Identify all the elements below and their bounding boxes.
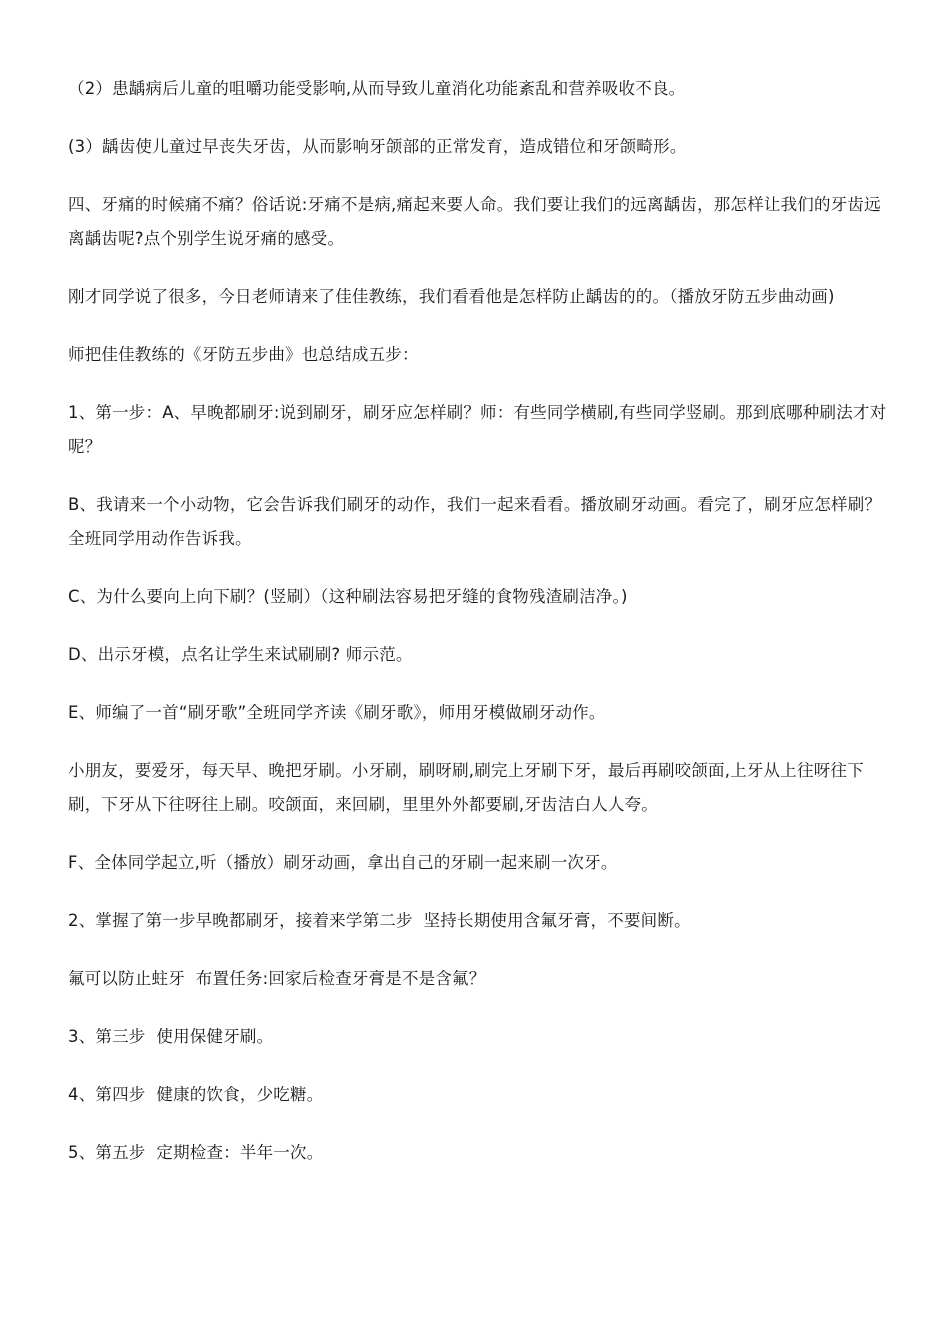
paragraph-caries-tooth-loss: (3）龋齿使儿童过早丧失牙齿，从而影响牙颌部的正常发育，造成错位和牙颌畸形。 <box>68 137 687 156</box>
paragraph-step-three: 3、第三步 使用保健牙刷。 <box>68 1027 274 1046</box>
paragraph-five-steps-summary: 师把佳佳教练的《牙防五步曲》也总结成五步： <box>68 345 419 364</box>
document-page <box>68 72 888 1194</box>
paragraph-step-one-b: B、我请来一个小动物，它会告诉我们刷牙的动作，我们一起来看看。播放刷牙动画。看完了，刷牙应怎样刷？全班同学用动作告诉我。 <box>68 495 882 548</box>
paragraph-caries-chewing: （2）患龋病后儿童的咀嚼功能受影响,从而导致儿童消化功能紊乱和营养吸收不良。 <box>68 79 686 98</box>
paragraph-fluoride-task: 氟可以防止蛀牙 布置任务:回家后检查牙膏是不是含氟？ <box>68 969 486 988</box>
paragraph-step-one-e: E、师编了一首“刷牙歌”全班同学齐读《刷牙歌》，师用牙模做刷牙动作。 <box>68 703 606 722</box>
paragraph-step-one-d: D、出示牙模，点名让学生来试刷刷? 师示范。 <box>68 645 413 664</box>
paragraph-step-one-c: C、为什么要向上向下刷？(竖刷）（这种刷法容易把牙缝的食物残渣刷洁净。) <box>68 587 628 606</box>
paragraph-step-one-a: 1、第一步：A、早晚都刷牙:说到刷牙，刷牙应怎样刷？师：有些同学横刷,有些同学竖刷。那到底哪种刷法才对呢？ <box>68 403 887 456</box>
paragraph-step-five: 5、第五步 定期检查：半年一次。 <box>68 1143 324 1162</box>
paragraph-brushing-song: 小朋友，要爱牙，每天早、晚把牙刷。小牙刷，刷呀刷,刷完上牙刷下牙，最后再刷咬颌面,上牙从上往呀往下刷，下牙从下往呀往上刷。咬颌面，来回刷，里里外外都要刷,牙齿洁白人人夸。 <box>68 761 864 814</box>
paragraph-step-one-f: F、全体同学起立,听（播放）刷牙动画，拿出自己的牙刷一起来刷一次牙。 <box>68 853 618 872</box>
paragraph-coach-intro: 刚才同学说了很多，今日老师请来了佳佳教练，我们看看他是怎样防止龋齿的的。（播放牙防五步曲动画) <box>68 287 835 306</box>
paragraph-section-four: 四、牙痛的时候痛不痛？俗话说:牙痛不是病,痛起来要人命。我们要让我们的远离龋齿，那怎样让我们的牙齿远离龋齿呢?点个别学生说牙痛的感受。 <box>68 195 881 248</box>
paragraph-step-two: 2、掌握了第一步早晚都刷牙，接着来学第二步 坚持长期使用含氟牙膏，不要间断。 <box>68 911 691 930</box>
paragraph-step-four: 4、第四步 健康的饮食，少吃糖。 <box>68 1085 324 1104</box>
